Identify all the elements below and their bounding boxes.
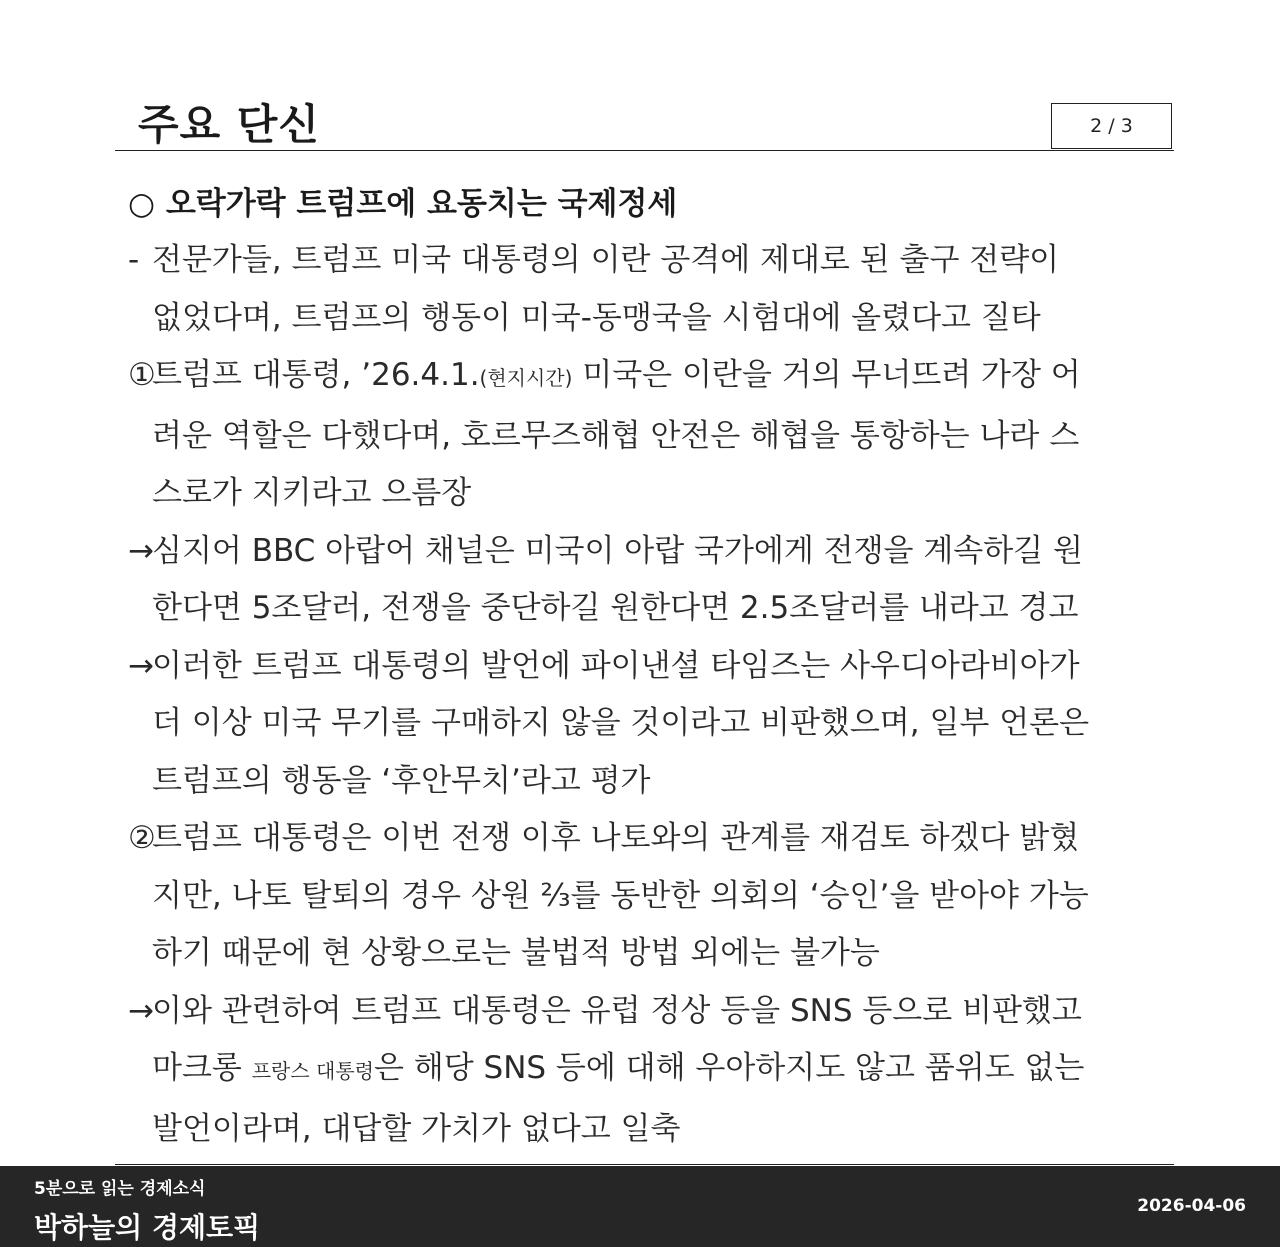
list-item: [128, 347, 1174, 523]
item-line: 전문가들, 트럼프 미국 대통령의 이란 공격에 제대로 된 출구 전략이: [152, 242, 1060, 278]
list-item: [128, 810, 1174, 983]
arrow-marker: →: [128, 992, 154, 1029]
item-line: 이러한 트럼프 대통령의 발언에 파이낸셜 타임즈는 사우디아라비아가: [152, 647, 1080, 684]
list-item: [128, 638, 1174, 811]
item-line: 려운 역할은 다했다며, 호르무즈해협 안전은 해협을 통항하는 나라 스: [152, 417, 1080, 454]
item-text: 은 해당 SNS 등에 대해 우아하지도 않고 품위도 없는: [373, 1050, 1085, 1086]
bottom-divider: [115, 1164, 1174, 1165]
item-line: 하기 때문에 현 상황으로는 불법적 방법 외에는 불가능: [152, 935, 880, 971]
item-line: 지만, 나토 탈퇴의 경우 상원 ⅔를 동반한 의회의 ‘승인’을 받아야 가능: [152, 877, 1089, 914]
item-line: [152, 1040, 1174, 1101]
footer-date: 2026-04-06: [1137, 1196, 1246, 1216]
footer-title: 박하늘의 경제토픽: [34, 1211, 261, 1244]
item-text: 미국은 이란을 거의 무너뜨려 가장 어: [572, 357, 1081, 393]
circled-two-marker: ②: [128, 820, 156, 856]
item-small-note: 프랑스 대통령: [251, 1059, 374, 1083]
arrow-marker: →: [128, 647, 154, 684]
circled-one-marker: ①: [128, 357, 156, 393]
content-body: [128, 176, 1174, 1158]
dash-marker: -: [128, 242, 140, 278]
item-text: 마크롱: [152, 1050, 252, 1086]
item-line: 발언이라며, 대답할 가치가 없다고 일축: [152, 1110, 681, 1147]
page-title: 주요 단신: [138, 100, 320, 149]
item-line: 더 이상 미국 무기를 구매하지 않을 것이라고 비판했으며, 일부 언론은: [152, 705, 1090, 741]
item-line: 심지어 BBC 아랍어 채널은 미국이 아랍 국가에게 전쟁을 계속하길 원: [152, 532, 1083, 569]
item-line: 없었다며, 트럼프의 행동이 미국-동맹국을 시험대에 올렸다고 질타: [152, 299, 1041, 336]
item-line: 트럼프 대통령은 이번 전쟁 이후 나토와의 관계를 재검토 하겠다 밝혔: [152, 820, 1080, 856]
footer-subtitle: 5분으로 읽는 경제소식: [34, 1179, 206, 1199]
list-item: [128, 232, 1174, 347]
item-text: 트럼프 대통령, ’26.4.1.: [152, 357, 480, 393]
item-small-note: (현지시간): [479, 366, 573, 390]
section-heading: ○ 오락가락 트럼프에 요동치는 국제정세: [128, 186, 678, 222]
list-item: [128, 523, 1174, 638]
item-line: 트럼프의 행동을 ‘후안무치’라고 평가: [152, 762, 651, 799]
item-line: 한다면 5조달러, 전쟁을 중단하길 원한다면 2.5조달러를 내라고 경고: [152, 590, 1079, 626]
item-line: 이와 관련하여 트럼프 대통령은 유럽 정상 등을 SNS 등으로 비판했고: [152, 992, 1082, 1029]
footer-bar: [0, 1166, 1280, 1247]
arrow-marker: →: [128, 532, 154, 569]
page-indicator: 2 / 3: [1051, 103, 1172, 149]
item-line: 스로가 지키라고 으름장: [152, 475, 472, 511]
list-item: [128, 983, 1174, 1159]
item-line: [152, 347, 1174, 408]
title-divider: [115, 150, 1174, 151]
